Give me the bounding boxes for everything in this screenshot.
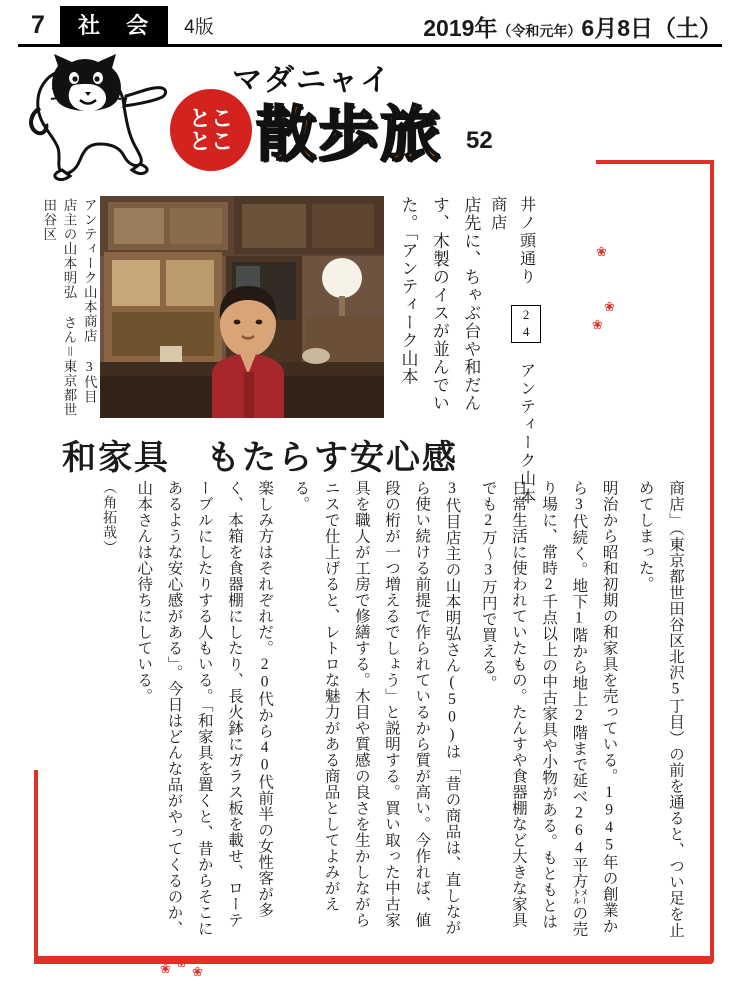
paw-print-icon: ❀: [176, 955, 187, 970]
body-column: 3代目店主の山本明弘さん(50)は「昔の商品は、直しながら使い続ける前提で作られているから質が高い。今作れば、値段の桁が一つ増えるでしょう」と説明する。買い取った中古家具を職人が工房で修繕する。木目や質感の良さを生かしながらニスで仕上げると、レトロな魅力がある商品としてよみがえる。: [292, 480, 461, 936]
shop-street: 井ノ頭通り: [517, 196, 535, 286]
body-column: 明治から昭和初期の和家具を売っている。1945年の創業から3代続く。地下1階から地上2階まで延べ264平方㍍の売り場に、常時2千点以上の中古家具や小物がある。もともとは日常生活に使われていたもの。たんすや食器棚など大きな家具でも2万～3万円で買える。: [479, 480, 618, 937]
logo-episode-number: 52: [466, 127, 493, 154]
logo-title: 散歩旅: [256, 101, 442, 168]
date-year: 2019年: [423, 15, 498, 41]
paw-print-icon: ❀: [160, 961, 171, 976]
masthead: [18, 8, 722, 42]
logo-circle-line2: とこ: [188, 129, 233, 154]
shop-title: アンティーク山本商店: [488, 196, 535, 506]
edition-label: 4版: [184, 16, 214, 38]
paw-print-icon: ❀: [604, 299, 615, 314]
paw-print-icon: ❀: [192, 964, 203, 979]
date-day: 6月8日（土）: [581, 15, 722, 41]
article-frame-left: [34, 770, 38, 960]
paw-print-icon: ❀: [596, 244, 607, 259]
logo-kana: マダニャイ: [232, 64, 392, 97]
page-title: 和家具 もたらす安心感: [62, 439, 458, 477]
article-photo: [100, 196, 384, 418]
header-divider: [18, 44, 722, 47]
article-lead: 店先に、ちゃぶ台や和だんす、木製のイスが並んでいた。「アンティーク山本: [398, 196, 481, 412]
body-column: 楽しみ方はそれぞれだ。20代から40代前半の女性客が多く、本箱を食器棚にしたり、長火鉢にガラス板を載せ、ローテーブルにしたりする人もいる。「和家具を置くと、昔からそこにあるような安心感がある」。今日はどんな品がやってくるのか、山本さんは心待ちにしている。: [135, 480, 274, 937]
body-column: 商店」（東京都世田谷区北沢5丁目）の前を通ると、つい足を止めてしまった。: [636, 480, 684, 938]
series-logo: [170, 55, 500, 175]
article-frame-bottom: [34, 956, 710, 960]
logo-circle-line1: とこ: [188, 105, 233, 131]
logo-circle-badge: [170, 89, 252, 171]
photo-caption: アンティーク山本商店 3代目店主の山本明弘 さん＝東京都世田谷区: [41, 198, 97, 417]
publication-date: [423, 10, 722, 43]
article-byline: （角拓哉）: [101, 480, 117, 555]
shop-box-number: 24: [511, 305, 540, 343]
section-tag: 社 会: [60, 6, 168, 44]
article-body: [40, 480, 690, 950]
article-frame-top: [596, 160, 710, 164]
date-era: （令和元年）: [497, 23, 582, 39]
paw-print-icon: ❀: [592, 317, 603, 332]
page-number: 7: [31, 10, 45, 39]
